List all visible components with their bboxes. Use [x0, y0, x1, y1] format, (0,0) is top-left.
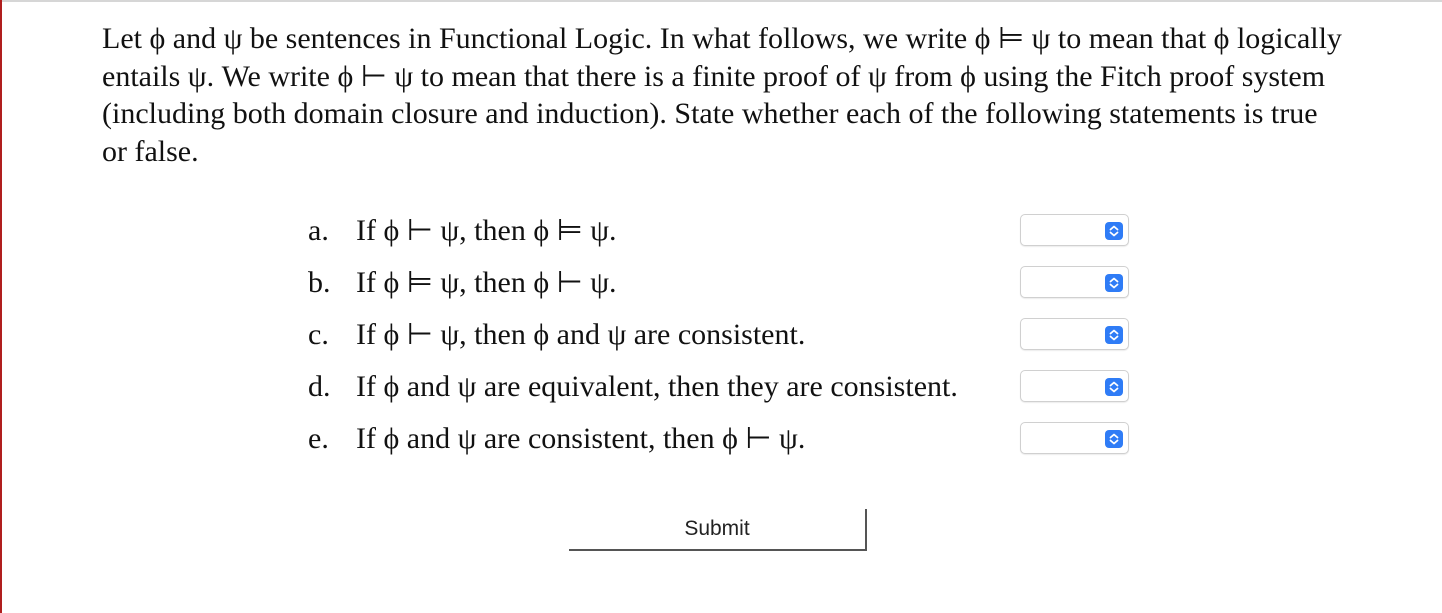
question-letter: d.: [308, 370, 331, 403]
question-letter: e.: [308, 422, 329, 455]
question-letter: c.: [308, 318, 329, 351]
answer-select-b[interactable]: [1020, 266, 1129, 298]
question-text: If ϕ and ψ are consistent, then ϕ ⊢ ψ.: [356, 422, 806, 455]
question-e: [300, 419, 1140, 459]
question-intro: Let ϕ and ψ be sentences in Functional Logic. In what follows, we write ϕ ⊨ ψ to mean that ϕ logically entails ψ. We write ϕ ⊢ ψ to mean that there is a finite proof of ψ from ϕ using the Fitch proof system (including both domain closure and induction). State whether each of the following statements is true or false.: [102, 22, 1342, 168]
question-d: [300, 367, 1140, 407]
submit-button[interactable]: Submit: [569, 509, 867, 551]
question-b: [300, 263, 1140, 303]
question-letter: b.: [308, 266, 331, 299]
question-c: [300, 315, 1140, 355]
question-letter: a.: [308, 214, 329, 247]
answer-select-d[interactable]: [1020, 370, 1129, 402]
question-text: If ϕ ⊢ ψ, then ϕ ⊨ ψ.: [356, 214, 617, 247]
question-text: If ϕ ⊨ ψ, then ϕ ⊢ ψ.: [356, 266, 617, 299]
question-text: If ϕ ⊢ ψ, then ϕ and ψ are consistent.: [356, 318, 806, 351]
chevron-up-down-icon: [1105, 430, 1123, 448]
chevron-up-down-icon: [1105, 326, 1123, 344]
answer-select-e[interactable]: [1020, 422, 1129, 454]
answer-select-a[interactable]: [1020, 214, 1129, 246]
chevron-up-down-icon: [1105, 378, 1123, 396]
chevron-up-down-icon: [1105, 222, 1123, 240]
left-border-rule: [0, 0, 2, 613]
chevron-up-down-icon: [1105, 274, 1123, 292]
top-border-rule: [2, 0, 1442, 2]
question-text: If ϕ and ψ are equivalent, then they are consistent.: [356, 370, 958, 403]
answer-select-c[interactable]: [1020, 318, 1129, 350]
question-a: [300, 211, 1140, 251]
